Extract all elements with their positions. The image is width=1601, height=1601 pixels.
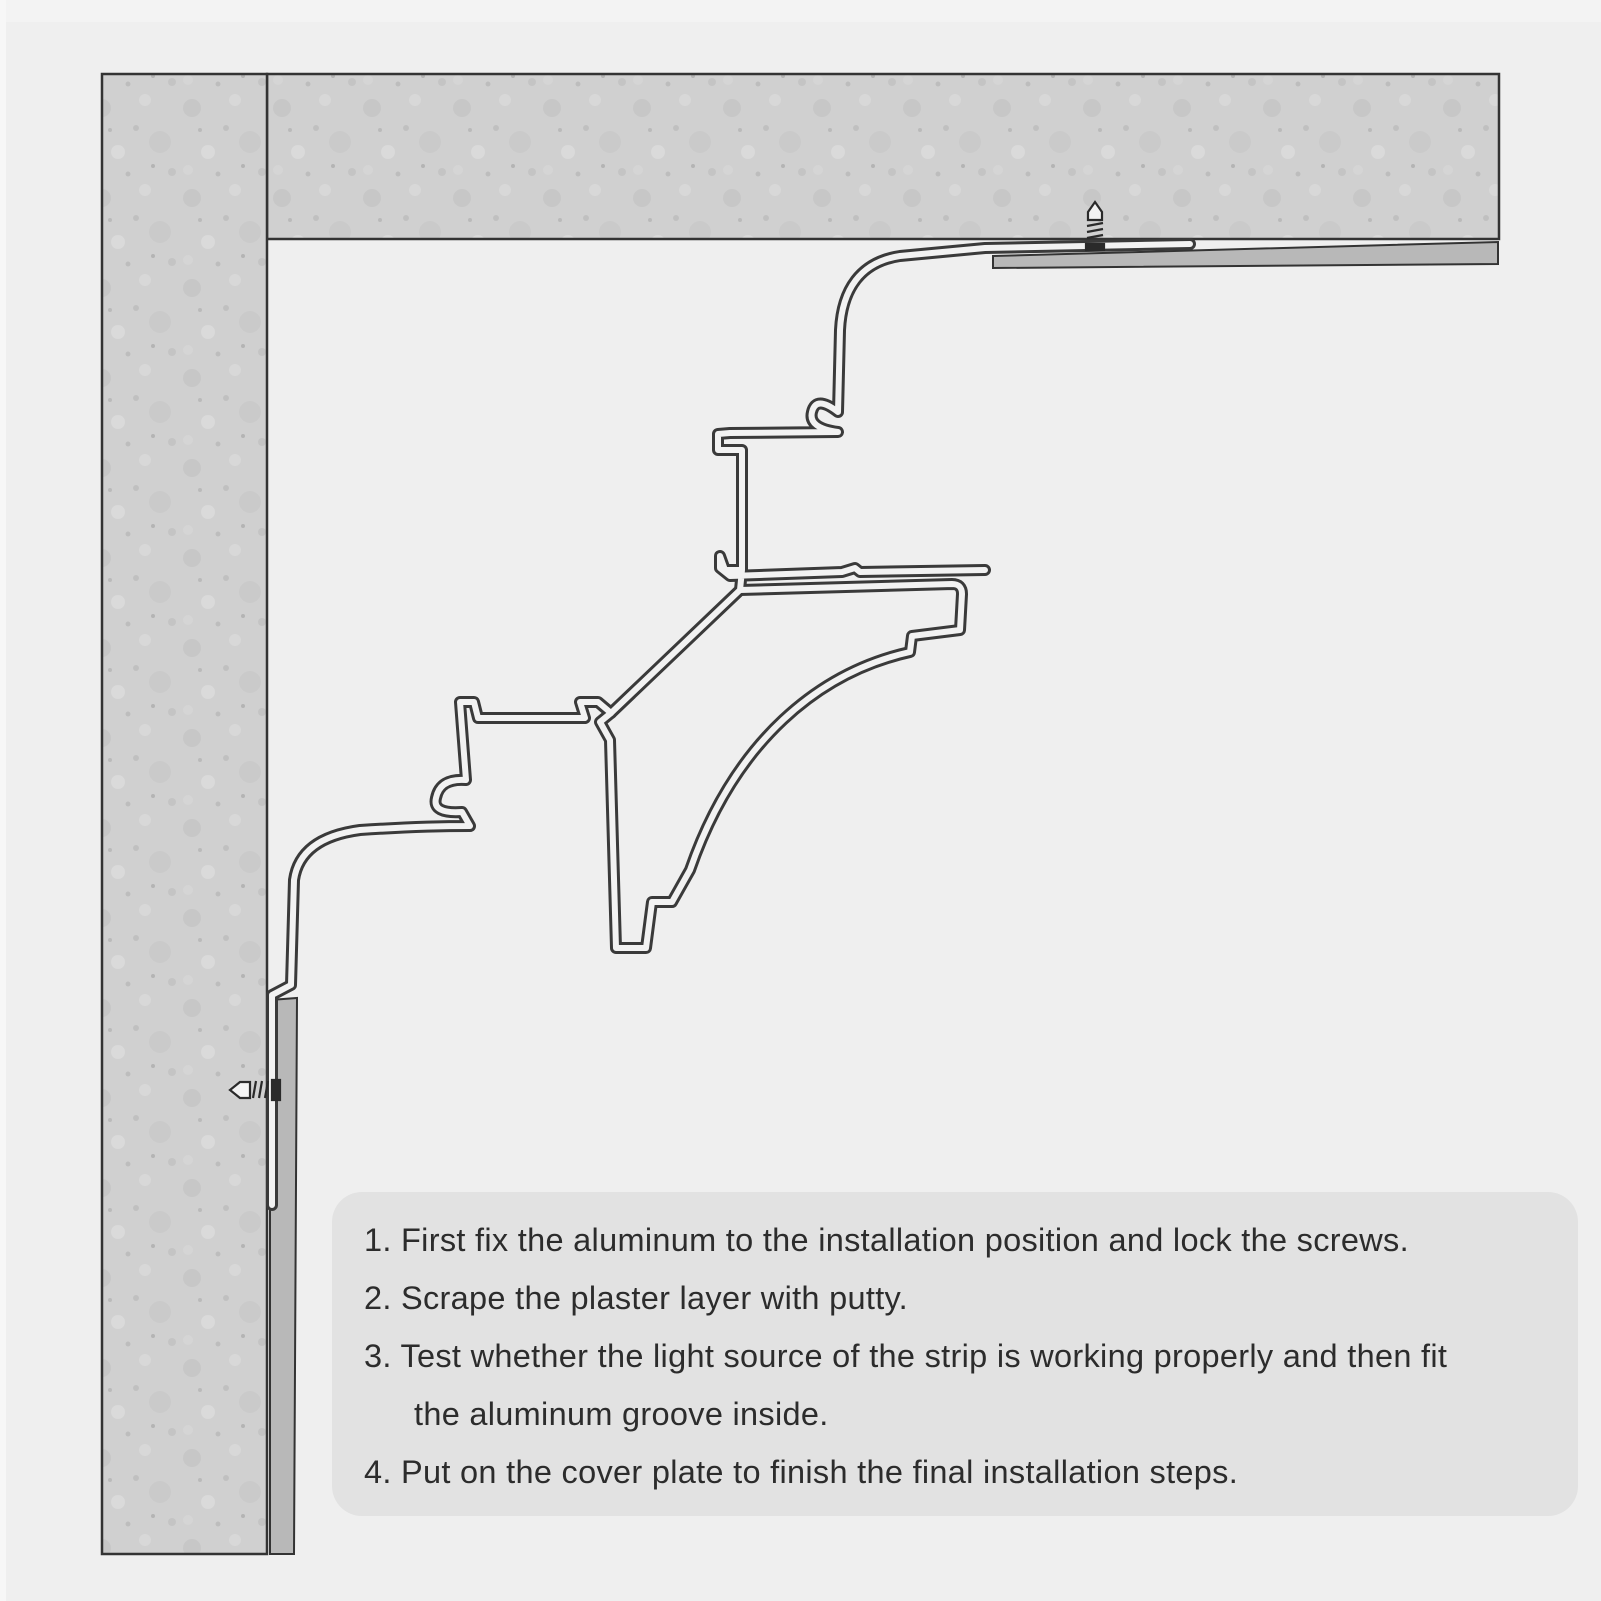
concrete-ceiling (267, 74, 1499, 239)
instruction-step-1: 1. First fix the aluminum to the installation position and lock the screws. (364, 1222, 1409, 1258)
instruction-step-3-continued: the aluminum groove inside. (414, 1396, 829, 1432)
instruction-step-4: 4. Put on the cover plate to finish the final installation steps. (364, 1454, 1239, 1490)
aluminum-crown-profile (272, 244, 1190, 1205)
instruction-step-2: 2. Scrape the plaster layer with putty. (364, 1280, 908, 1316)
instruction-step-3: 3. Test whether the light source of the strip is working properly and then fit (364, 1338, 1448, 1374)
concrete-wall (102, 74, 267, 1554)
instruction-box (332, 1192, 1578, 1516)
